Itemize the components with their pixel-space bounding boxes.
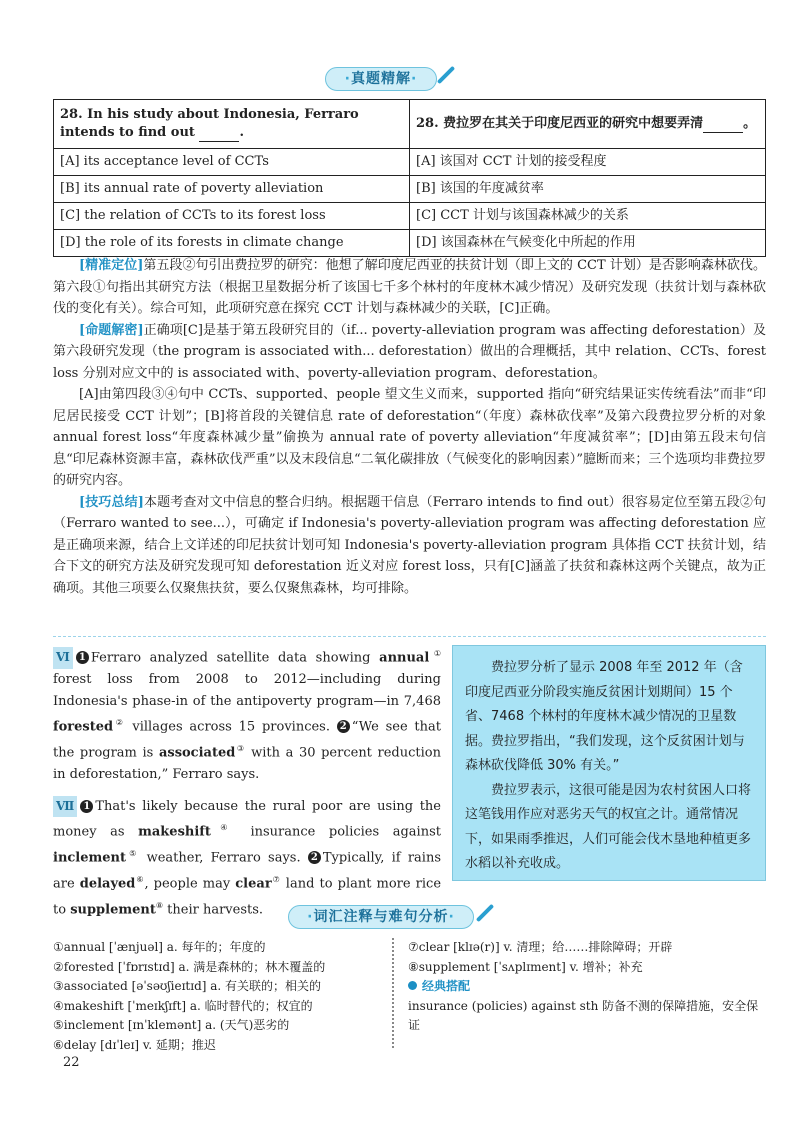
analysis-paragraph: [命题解密]正确项[C]是基于第五段研究目的（if... poverty-alleviation program was affecting deforestation）及第六段研究发现（the program is associated with... deforestation）做出的合理概括，其中 relation、CCTs、forest loss 分别对应文中的 is associated with、poverty-alleviation program、deforestation。: [53, 322, 766, 381]
column-divider: [392, 938, 402, 1048]
question-row: [54, 100, 766, 149]
section-banner: ·真题精解·: [325, 67, 437, 91]
option-row: [54, 203, 766, 230]
collocation-heading: 经典搭配: [408, 977, 766, 997]
analysis-tag: [命题解密]: [79, 322, 144, 338]
analysis-tag: [精准定位]: [79, 258, 144, 273]
pen-icon: [476, 904, 494, 922]
option-zh: [A] 该国对 CCT 计划的接受程度: [410, 149, 766, 176]
question-zh: 28. 费拉罗在其关于印度尼西亚的研究中想要弄清 。: [410, 100, 766, 149]
option-en: [A] its acceptance level of CCTs: [54, 149, 410, 176]
analysis-paragraph: [A]由第四段③④句中 CCTs、supported、people 望文生义而来，supported 指向“研究结果证实传统看法”而非“印尼居民接受 CCT 计划”；[B]将首段的关键信息 rate of deforestation“（年度）森林砍伐率”及第六段费拉罗分析的对象 annual forest loss“年度森林减少量”偷换为 annual rate of poverty alleviation“年度减贫率”；[D]由第五段末句信息“印尼森林资源丰富，森林砍伐严重”以及末段信息“二氧化碳排放（气候变化的影响因素）”臆断而来；三个选项均非费拉罗的研究内容。: [53, 387, 766, 488]
vocab-item: ⑥delay [dɪˈleɪ] v. 延期；推迟: [53, 1037, 216, 1052]
section-title: 真题精解: [351, 71, 411, 87]
option-zh: [B] 该国的年度减贫率: [410, 176, 766, 203]
section-banner: ·词汇注释与难句分析·: [288, 905, 474, 929]
option-row: [54, 176, 766, 203]
translation-box: [452, 645, 766, 881]
vocab-item: ③associated [əˈsəʊʃieɪtɪd] a. 有关联的；相关的: [53, 979, 322, 993]
analysis-paragraph: [精准定位]第五段②句引出费拉罗的研究：他想了解印度尼西亚的扶贫计划（即上文的 CCT 计划）是否影响森林砍伐。第六段①句指出其研究方法（根据卫星数据分析了该国七千多个林村的年度林木减少情况）及研究发现（扶贫计划与森林砍伐的变化有关）。综合可知，此项研究意在探究 CCT 计划与森林减少的关联，[C]正确。: [53, 258, 766, 316]
analysis-paragraph: [技巧总结]本题考查对文中信息的整合归纳。根据题干信息（Ferraro intends to find out）很容易定位至第五段②句（Ferraro wanted to see...），可确定 if Indonesia's poverty-alleviation program was affecting deforestation 应是正确项来源，结合上文详述的印尼扶贫计划可知 Indonesia's poverty-alleviation program 具体指 CCT 扶贫计划，结合下文的研究方法及研究发现可知 deforestation 近义对应 forest loss，只有[C]涵盖了扶贫和森林这两个关键点，故为正确项。其他三项要么仅聚焦扶贫，要么仅聚焦森林，均可排除。: [53, 494, 766, 596]
section-title: 词汇注释与难句分析: [313, 909, 449, 925]
vocab-item: ②forested [ˈfɒrɪstɪd] a. 满是森林的；林木覆盖的: [53, 959, 326, 974]
analysis-section: [53, 255, 766, 599]
question-en: 28. In his study about Indonesia, Ferraro intends to find out .: [54, 100, 410, 149]
sentence-2-icon: 2: [308, 851, 321, 864]
option-en: [B] its annual rate of poverty alleviation: [54, 176, 410, 203]
vocab-item: ⑤inclement [ɪnˈklemənt] a. (天气)恶劣的: [53, 1018, 290, 1032]
bullet-icon: [408, 981, 417, 990]
option-en: [D] the role of its forests in climate change: [54, 230, 410, 257]
page-number: 22: [63, 1055, 80, 1070]
question-table: [53, 99, 766, 257]
vocab-item: ⑦clear [klɪə(r)] v. 清理；给……排除障碍；开辟: [408, 940, 673, 954]
translation-paragraph-6: 费拉罗分析了显示 2008 年至 2012 年（含印度尼西亚分阶段实施反贫困计划期间）15 个省、7468 个林村的年度林木减少情况的卫星数据。费拉罗指出，“我们发现，这个反贫困计划与森林砍伐降低 30% 有关。”: [465, 660, 745, 773]
option-row: [54, 149, 766, 176]
passage-paragraph-7: Ⅶ 1 That's likely because the rural poor are using the money as makeshift④ insurance policies against inclement⑤ weather, Ferraro says. 2 Typically, if rains are delayed⑥, people may clear⑦ land to plant more rice to supplement⑧ their harvests.: [53, 796, 441, 921]
sentence-2-icon: 2: [337, 720, 350, 733]
paragraph-number: Ⅶ: [53, 796, 77, 818]
vocab-item: ④makeshift [ˈmeɪkʃɪft] a. 临时替代的；权宜的: [53, 998, 313, 1013]
vocab-left: [53, 938, 388, 1055]
analysis-tag: [技巧总结]: [79, 494, 144, 510]
sentence-1-icon: 1: [80, 800, 93, 813]
divider: [53, 636, 766, 637]
translation-paragraph-7: 费拉罗表示，这很可能是因为农村贫困人口将这笔钱用作应对恶劣天气的权宜之计。通常情况下，如果雨季推迟，人们可能会伐木垦地种植更多水稻以补充收成。: [465, 782, 752, 871]
vocab-item: ⑧supplement [ˈsʌplɪment] v. 增补；补充: [408, 959, 643, 974]
pen-icon: [437, 66, 455, 84]
collocation-text: insurance (policies) against sth 防备不测的保障措施，安全保证: [408, 998, 759, 1032]
option-zh: [D] 该国森林在气候变化中所起的作用: [410, 230, 766, 257]
paragraph-number: Ⅵ: [53, 647, 73, 669]
vocab-item: ①annual [ˈænjuəl] a. 每年的；年度的: [53, 940, 266, 954]
option-row: [54, 230, 766, 257]
passage: [53, 643, 441, 921]
sentence-1-icon: 1: [76, 651, 89, 664]
option-zh: [C] CCT 计划与该国森林减少的关系: [410, 203, 766, 230]
vocab-right: [408, 938, 766, 1036]
option-en: [C] the relation of CCTs to its forest loss: [54, 203, 410, 230]
passage-paragraph-6: Ⅵ 1 Ferraro analyzed satellite data showing annual① forest loss from 2008 to 2012—including during Indonesia's phase-in of the antipoverty program—in 7,468 forested② villages across 15 provinces. 2 “We see that the program is associated③ with a 30 percent reduction in deforestation,” Ferraro says.: [53, 649, 442, 782]
